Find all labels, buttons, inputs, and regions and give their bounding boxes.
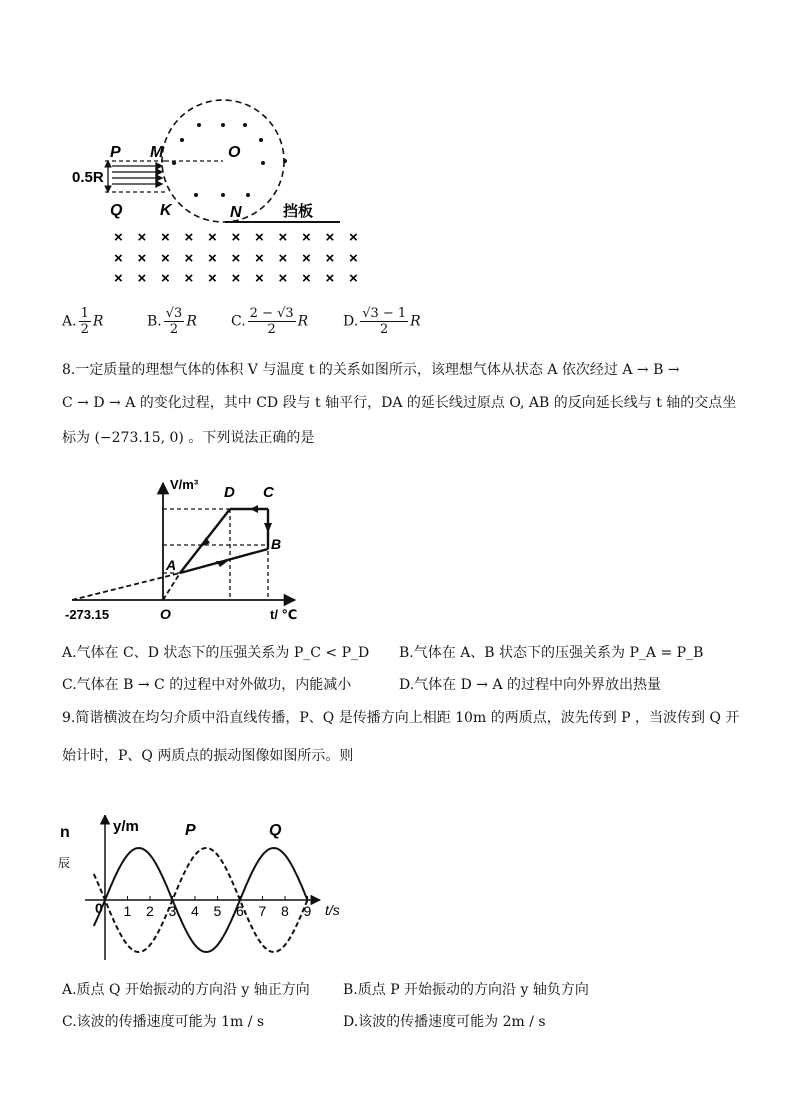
- q9-stem-line1: 9.简谐横波在均匀介质中沿直线传播，P、Q 是传播方向上相距 10m 的两质点，波先传到 P ，当波传到 Q 开: [62, 710, 740, 726]
- cross-mark: ×: [137, 229, 147, 246]
- point-B: B: [271, 536, 282, 552]
- cross-mark: ×: [349, 229, 358, 246]
- edge-fragment-n: n: [60, 824, 70, 841]
- tick-label: 8: [281, 903, 289, 919]
- t-tick-labels: [124, 903, 312, 919]
- label-width: 0.5R: [72, 169, 104, 186]
- point-C: C: [263, 484, 274, 501]
- cross-mark: ×: [208, 229, 217, 246]
- particle-beam-arrows: [112, 163, 162, 187]
- cross-mark: ×: [208, 250, 217, 267]
- edge-fragment-char: 辰: [58, 856, 71, 870]
- cross-mark: ×: [255, 229, 264, 246]
- q8-stem-line1: 8.一定质量的理想气体的体积 V 与温度 t 的关系如图所示，该理想气体从状态 A 依次经过 A → B →: [62, 362, 680, 378]
- cross-mark: ×: [278, 229, 288, 246]
- v-axis-label: V/m³: [170, 477, 199, 492]
- cross-mark: ×: [114, 270, 123, 287]
- tick-label: 2: [146, 903, 154, 919]
- q8-option-c[interactable]: C.气体在 B → C 的过程中对外做功，内能减小: [62, 677, 352, 693]
- cross-mark: ×: [137, 250, 147, 267]
- y-axis-label-9: y/m: [113, 818, 139, 835]
- cross-mark: ×: [255, 250, 264, 267]
- tick-label: 4: [191, 903, 199, 919]
- v-t-graph: [60, 475, 320, 625]
- label-O: O: [228, 144, 241, 161]
- t-axis-label-9: t/s: [325, 902, 340, 918]
- cross-mark: ×: [302, 229, 311, 246]
- label-K: K: [160, 202, 172, 219]
- cross-mark: ×: [302, 270, 311, 287]
- cross-mark: ×: [349, 270, 358, 287]
- q8-option-a[interactable]: A.气体在 C、D 状态下的压强关系为 P_C < P_D: [62, 645, 370, 661]
- cross-mark: ×: [255, 270, 264, 287]
- cross-mark: ×: [184, 229, 194, 246]
- cross-mark: ×: [231, 250, 241, 267]
- cross-mark: ×: [278, 270, 288, 287]
- width-indicator: [105, 161, 111, 192]
- tick-label: 6: [236, 903, 244, 919]
- q9-option-c[interactable]: C.该波的传播速度可能为 1m / s: [62, 1014, 265, 1030]
- cross-mark: ×: [325, 229, 335, 246]
- q7-option-c[interactable]: C. $\frac{2 - √3}{2}$ R: [231, 306, 309, 337]
- series-Q-label: Q: [269, 822, 282, 839]
- q9-option-d[interactable]: D.该波的传播速度可能为 2m / s: [343, 1014, 546, 1030]
- origin-label-9: 0: [95, 900, 103, 916]
- cross-mark: ×: [161, 270, 170, 287]
- origin-label: O: [160, 606, 171, 622]
- vibration-graph: [55, 815, 355, 965]
- label-Q: Q: [110, 202, 123, 219]
- series-P-label: P: [185, 822, 196, 839]
- q8-option-d[interactable]: D.气体在 D → A 的过程中向外界放出热量: [399, 677, 662, 693]
- tick-label: 9: [303, 903, 312, 919]
- cross-mark: ×: [302, 250, 311, 267]
- cross-mark: ×: [231, 270, 241, 287]
- label-baffle: 挡板: [283, 203, 314, 220]
- cross-mark: ×: [208, 270, 217, 287]
- q7-option-a[interactable]: A. $\frac{1}{2}$ R: [62, 306, 104, 337]
- cross-mark: ×: [137, 270, 147, 287]
- field-cross-marks: [114, 229, 358, 287]
- label-M: M: [150, 144, 164, 161]
- cross-mark: ×: [184, 250, 194, 267]
- q8-stem-line3: 标为 (−273.15, 0) 。下列说法正确的是: [62, 430, 315, 446]
- label-P: P: [110, 144, 121, 161]
- q7-option-d[interactable]: D. $\frac{√3 - 1}{2}$ R: [343, 306, 421, 337]
- magnetic-field-figure: [70, 95, 360, 295]
- q9-stem-line2: 始计时，P、Q 两质点的振动图像如图所示。则: [62, 748, 354, 764]
- q8-option-b[interactable]: B.气体在 A、B 状态下的压强关系为 P_A = P_B: [399, 645, 704, 661]
- tick-label: 1: [123, 903, 132, 919]
- q7-option-b[interactable]: B. $\frac{√3}{2}$ R: [147, 306, 197, 337]
- point-D: D: [224, 484, 235, 501]
- point-A: A: [166, 557, 177, 573]
- t-axis-label: t/ ℃: [270, 607, 298, 622]
- tick-label: 3: [168, 903, 177, 919]
- cross-mark: ×: [114, 229, 123, 246]
- tick-label: 5: [213, 903, 222, 919]
- q9-option-a[interactable]: A.质点 Q 开始振动的方向沿 y 轴正方向: [62, 982, 310, 998]
- cross-mark: ×: [278, 250, 288, 267]
- cross-mark: ×: [349, 250, 358, 267]
- cross-mark: ×: [231, 229, 241, 246]
- x-intercept-label: -273.15: [65, 607, 110, 622]
- cross-mark: ×: [161, 250, 170, 267]
- cross-mark: ×: [325, 270, 335, 287]
- tick-label: 7: [258, 903, 267, 919]
- cross-mark: ×: [114, 250, 123, 267]
- cross-mark: ×: [161, 229, 170, 246]
- cross-mark: ×: [184, 270, 194, 287]
- cross-mark: ×: [325, 250, 335, 267]
- q9-option-b[interactable]: B.质点 P 开始振动的方向沿 y 轴负方向: [343, 982, 589, 998]
- q8-stem-line2: C → D → A 的变化过程，其中 CD 段与 t 轴平行，DA 的延长线过原点 O, AB 的反向延长线与 t 轴的交点坐: [62, 395, 737, 411]
- label-N: N: [230, 204, 242, 221]
